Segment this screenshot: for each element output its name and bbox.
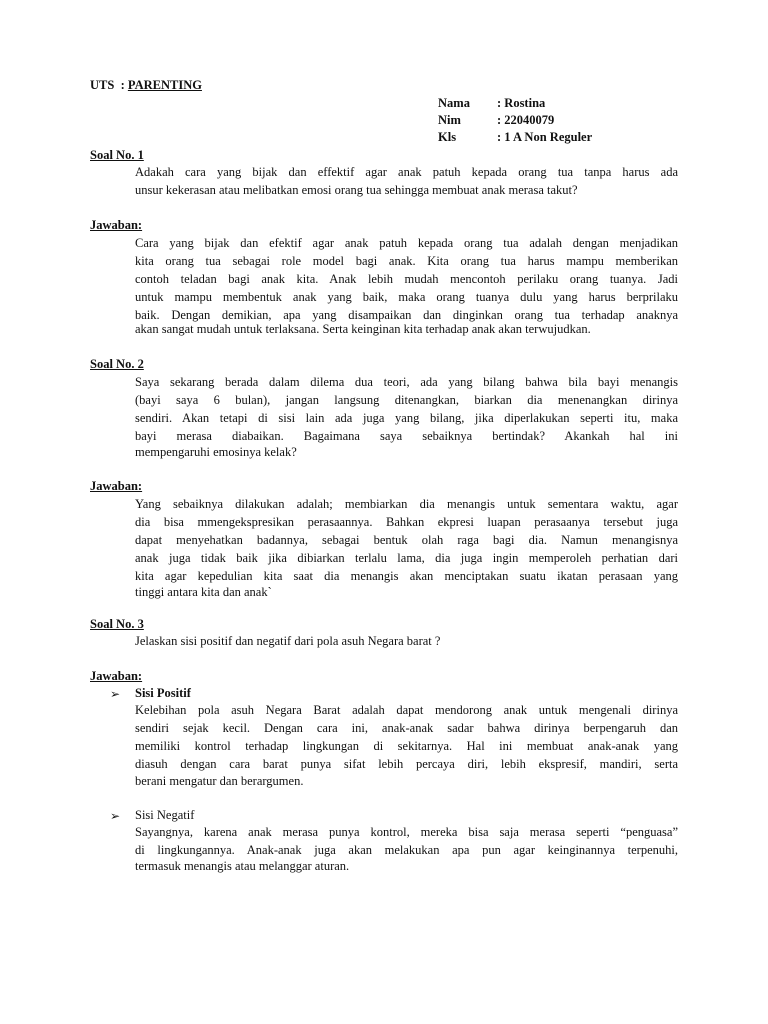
q1-answer-line: baik. Dengan demikian, apa yang disampaikan dan dinginkan orang tua terhadap anaknya <box>135 308 678 322</box>
negative-line: Sayangnya, karena anak merasa punya kontrol, mereka bisa saja merasa seperti “penguasa” <box>135 825 678 839</box>
q1-answer-line: Cara yang bijak dan efektif agar anak patuh kepada orang tua adalah dengan menjadikan <box>135 236 678 250</box>
q2-question-line: bayi merasa diabaikan. Bagaimana saya sebaiknya bertindak? Akankah hal ini <box>135 429 678 443</box>
negative-line: di lingkungannya. Anak-anak juga akan melakukan apa pun agar keinginannya terpenuhi, <box>135 843 678 857</box>
q1-question-line: Adakah cara yang bijak dan effektif agar anak patuh kepada orang tua tanpa harus ada <box>135 165 678 179</box>
q1-heading: Soal No. 1 <box>90 148 144 162</box>
nim-label: Nim <box>438 113 461 127</box>
q2-question-line: Saya sekarang berada dalam dilema dua teori, ada yang bilang bahwa bila bayi menangis <box>135 375 678 389</box>
arrow-bullet-icon: ➢ <box>110 809 121 823</box>
kls-value: : 1 A Non Reguler <box>497 130 593 144</box>
positive-title: Sisi Positif <box>135 686 191 700</box>
q1-answer-line: akan sangat mudah untuk terlaksana. Serta keinginan kita terhadap anak akan terwujudkan. <box>135 322 591 336</box>
negative-line: termasuk menangis atau melanggar aturan. <box>135 859 350 873</box>
q2-answer-heading: Jawaban: <box>90 479 143 493</box>
name-label: Nama <box>438 96 470 110</box>
q1-question-line: unsur kekerasan atau melibatkan emosi orang tua sehingga membuat anak merasa takut? <box>135 183 578 197</box>
q1-answer-line: untuk mampu membentuk anak yang baik, maka orang tuanya dulu yang harus berprilaku <box>135 290 678 304</box>
positive-line: diasuh dengan cara barat punya sifat lebih percaya diri, lebih ekspresif, mandiri, serta <box>135 757 678 771</box>
q2-answer-line: anak juga tidak baik jika dibiarkan terlalu lama, dia juga ingin memperoleh perhatian dari <box>135 551 678 565</box>
q2-answer-line: dapat menyehatkan badannya, sebagai bentuk olah raga bagi dia. Namun menangisnya <box>135 533 678 547</box>
positive-line: berani mengatur dan berargumen. <box>135 774 304 788</box>
q1-answer-heading: Jawaban: <box>90 218 143 232</box>
nim-value: : 22040079 <box>497 113 555 127</box>
q1-answer-line: kita orang tua sebagai role model bagi anak. Kita orang tua harus mampu memberikan <box>135 254 678 268</box>
q2-answer-line: dia bisa mmengekspresikan perasaannya. Bahkan ekpresi luapan perasaanya tersebut juga <box>135 515 678 529</box>
positive-line: memiliki kontrol terhadap lingkungan di sekitarnya. Hal ini membuat anak-anak yang <box>135 739 678 753</box>
q3-question-line: Jelaskan sisi positif dan negatif dari pola asuh Negara barat ? <box>135 634 441 648</box>
kls-label: Kls <box>438 130 457 144</box>
q1-answer-line: contoh teladan bagi anak kita. Anak lebih mudah mencontoh perilaku orang tuanya. Jadi <box>135 272 678 286</box>
title-subject: PARENTING <box>127 78 202 92</box>
q2-answer-line: tinggi antara kita dan anak` <box>135 585 272 599</box>
document-title <box>90 78 202 93</box>
q3-heading: Soal No. 3 <box>90 617 144 631</box>
positive-line: sendiri sejak kecil. Dengan cara ini, anak-anak sadar bahwa dirinya berpengaruh dan <box>135 721 678 735</box>
q3-answer-heading: Jawaban: <box>90 669 143 683</box>
q2-answer-line: Yang sebaiknya dilakukan adalah; membiarkan dia menangis untuk sementara waktu, agar <box>135 497 678 511</box>
negative-title: Sisi Negatif <box>135 808 195 822</box>
q2-question-line: mempengaruhi emosinya kelak? <box>135 445 297 459</box>
q2-answer-line: kita agar kepedulian kita saat dia menangis akan menciptakan suatu ikatan perasaan yang <box>135 569 678 583</box>
name-value: : Rostina <box>497 96 546 110</box>
title-prefix: UTS : <box>90 78 128 92</box>
q2-question-line: (bayi saya 6 bulan), jangan langsung ditenangkan, biarkan dia menenangkan dirinya <box>135 393 678 407</box>
q2-heading: Soal No. 2 <box>90 357 144 371</box>
q2-question-line: sendiri. Akan tetapi di sisi lain ada juga yang bilang, jika diperlakukan seperti itu, maka <box>135 411 678 425</box>
arrow-bullet-icon: ➢ <box>110 687 121 701</box>
positive-line: Kelebihan pola asuh Negara Barat adalah dapat mendorong anak untuk mengenali dirinya <box>135 703 678 717</box>
